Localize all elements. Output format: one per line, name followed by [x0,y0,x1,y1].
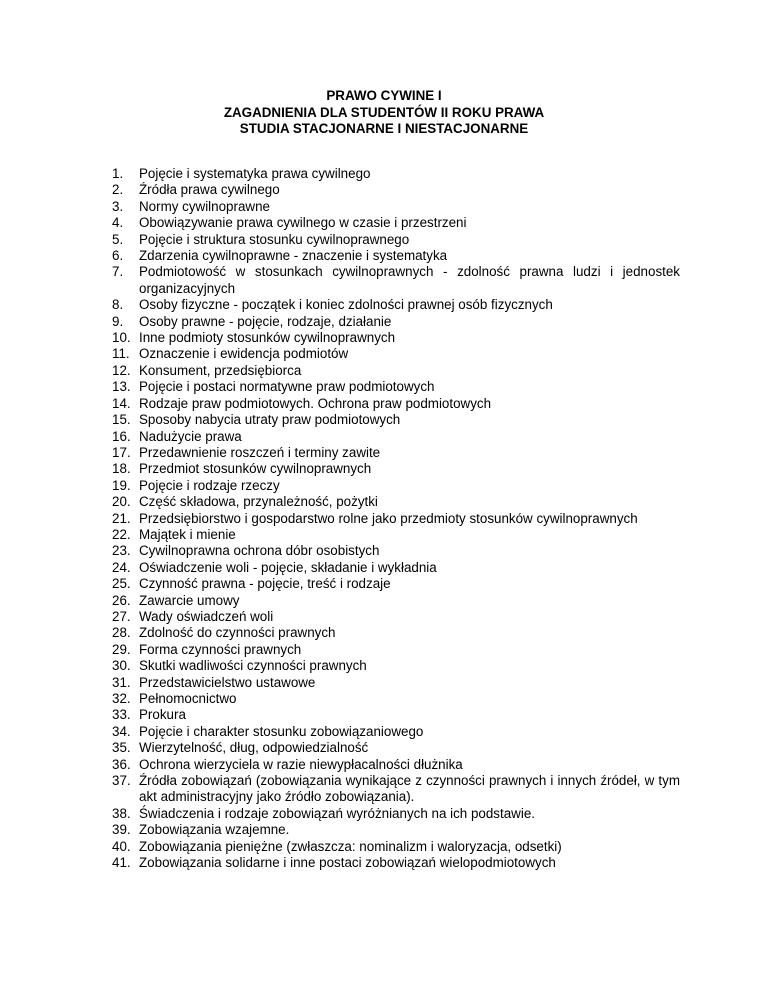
list-item-text: Pojęcie i rodzaje rzeczy [139,477,280,493]
list-item-text: Sposoby nabycia utraty praw podmiotowych [139,412,401,428]
list-item-number: 24. [112,559,131,575]
list-item-number: 25. [112,576,131,592]
list-item [112,379,680,395]
list-item [112,363,680,379]
list-item [112,330,680,346]
list-item [112,511,680,527]
list-item [112,576,680,592]
list-item-number: 17. [112,444,131,460]
list-item [112,724,680,740]
list-item-number: 14. [112,395,131,411]
list-item [112,346,680,362]
list-item-text: Konsument, przedsiębiorca [139,362,302,378]
list-item-text: Wierzytelność, dług, odpowiedzialność [139,740,369,756]
list-item-number: 29. [112,641,131,657]
list-item [112,822,680,838]
list-item-number: 4. [112,215,124,231]
list-item-number: 37. [112,773,131,789]
list-item-number: 27. [112,608,131,624]
list-item-number: 2. [112,182,124,198]
list-item-text: Obowiązywanie prawa cywilnego w czasie i przestrzeni [139,215,467,231]
list-item-text: Przedawnienie roszczeń i terminy zawite [139,444,381,460]
list-item-text: Prokura [139,707,186,723]
list-item [112,199,680,215]
list-item [112,625,680,641]
list-item-number: 16. [112,428,131,444]
list-item-number: 31. [112,674,131,690]
list-item [112,445,680,461]
list-item-text: Oznaczenie i ewidencja podmiotów [139,346,349,362]
list-item-text: Świadczenia i rodzaje zobowiązań wyróżnianych na ich podstawie. [139,805,535,821]
list-item-text: Osoby fizyczne - początek i koniec zdolności prawnej osób fizycznych [139,297,553,313]
list-item [112,527,680,543]
list-item [112,215,680,231]
list-item-number: 19. [112,477,131,493]
list-item [112,855,680,871]
list-item-number: 35. [112,740,131,756]
list-item [112,297,680,313]
list-item [112,839,680,855]
list-item [112,560,680,576]
list-item-text: Oświadczenie woli - pojęcie, składanie i wykładnia [139,559,437,575]
list-item [112,314,680,330]
document-header [0,88,768,138]
list-item-text: Ochrona wierzyciela w razie niewypłacalności dłużnika [139,756,463,772]
list-item-text: Cywilnoprawna ochrona dóbr osobistych [139,543,380,559]
list-item [112,757,680,773]
list-item-text: Skutki wadliwości czynności prawnych [139,658,367,674]
list-item [112,740,680,756]
list-item-number: 11. [112,346,130,362]
list-item-text: Rodzaje praw podmiotowych. Ochrona praw podmiotowych [139,395,492,411]
topic-list [112,166,680,871]
list-item [112,264,680,297]
list-item [112,675,680,691]
list-item-number: 33. [112,707,131,723]
list-item [112,461,680,477]
list-item-number: 23. [112,543,131,559]
list-item-text: Inne podmioty stosunków cywilnoprawnych [139,330,396,346]
list-item-number: 3. [112,198,124,214]
list-item-text: Wady oświadczeń woli [139,608,274,624]
list-item-text: Zobowiązania wzajemne. [139,822,290,838]
list-item-number: 7. [112,264,124,280]
list-item-number: 38. [112,805,131,821]
list-item-number: 9. [112,313,124,329]
list-item [112,232,680,248]
list-item-text: Osoby prawne - pojęcie, rodzaje, działanie [139,313,392,329]
list-item [112,609,680,625]
list-item [112,707,680,723]
list-item-number: 32. [112,691,131,706]
list-item-number: 28. [112,625,131,641]
list-item-text: Zawarcie umowy [139,592,240,608]
list-item [112,412,680,428]
list-item-number: 18. [112,461,131,477]
title-line-2: ZAGADNIENIA DLA STUDENTÓW II ROKU PRAWA [223,104,545,120]
list-item [112,658,680,674]
list-item-text: Forma czynności prawnych [139,641,302,657]
list-item-number: 34. [112,723,131,739]
list-item-text: Pojęcie i systematyka prawa cywilnego [139,166,371,181]
list-item-number: 22. [112,526,131,542]
list-item-text: Pełnomocnictwo [139,691,237,706]
list-item [112,642,680,658]
list-item [112,429,680,445]
list-item-number: 15. [112,412,131,428]
list-item [112,691,680,707]
list-item-number: 20. [112,494,131,510]
list-item [112,806,680,822]
list-item [112,773,680,806]
list-item-number: 36. [112,756,131,772]
list-item [112,494,680,510]
list-item [112,593,680,609]
list-item [112,248,680,264]
list-item-text: Normy cywilnoprawne [139,198,270,214]
list-item-number: 13. [112,379,131,395]
title-line-1: PRAWO CYWINE I [326,88,442,103]
list-item-number: 8. [112,297,124,313]
list-item [112,478,680,494]
list-item-number: 26. [112,592,131,608]
list-item-text: Podmiotowość w stosunkach cywilnoprawnych - zdolność prawna ludzi i jednostek organizacyjnych [139,264,680,296]
list-item-text: Czynność prawna - pojęcie, treść i rodzaje [139,576,391,592]
list-item-number: 12. [112,362,131,378]
list-item-text: Zdarzenia cywilnoprawne - znaczenie i systematyka [139,248,448,264]
list-item [112,396,680,412]
list-item [112,166,680,182]
list-item [112,182,680,198]
list-item-number: 39. [112,822,131,838]
list-item-text: Przedsiębiorstwo i gospodarstwo rolne jako przedmioty stosunków cywilnoprawnych [139,510,638,526]
list-item-number: 6. [112,248,124,264]
list-item-text: Pojęcie i struktura stosunku cywilnoprawnego [139,231,410,247]
list-item-text: Pojęcie i charakter stosunku zobowiązaniowego [139,723,424,739]
list-item-number: 41. [112,855,131,871]
list-item-text: Zobowiązania pieniężne (zwłaszcza: nominalizm i waloryzacja, odsetki) [139,838,562,854]
list-item-number: 30. [112,658,131,674]
list-item-text: Pojęcie i postaci normatywne praw podmiotowych [139,379,435,395]
list-item-text: Źródła prawa cywilnego [139,182,280,198]
list-item-text: Przedmiot stosunków cywilnoprawnych [139,461,372,477]
list-item-text: Część składowa, przynależność, pożytki [139,494,378,510]
list-item-number: 10. [112,330,131,346]
title-line-3: STUDIA STACJONARNE I NIESTACJONARNE [239,121,529,136]
list-item-text: Zobowiązania solidarne i inne postaci zobowiązań wielopodmiotowych [139,855,556,871]
list-item-text: Źródła zobowiązań (zobowiązania wynikające z czynności prawnych i innych źródeł, w tym akt administracyjny jako źródło zobowiązania). [139,773,680,805]
list-item-number: 40. [112,838,131,854]
list-item-number: 5. [112,231,124,247]
list-item-text: Zdolność do czynności prawnych [139,625,336,641]
list-item-text: Nadużycie prawa [139,428,242,444]
list-item-number: 21. [112,510,131,526]
list-item [112,543,680,559]
list-item-text: Przedstawicielstwo ustawowe [139,674,316,690]
list-item-text: Majątek i mienie [139,526,236,542]
list-item-number: 1. [112,166,124,181]
